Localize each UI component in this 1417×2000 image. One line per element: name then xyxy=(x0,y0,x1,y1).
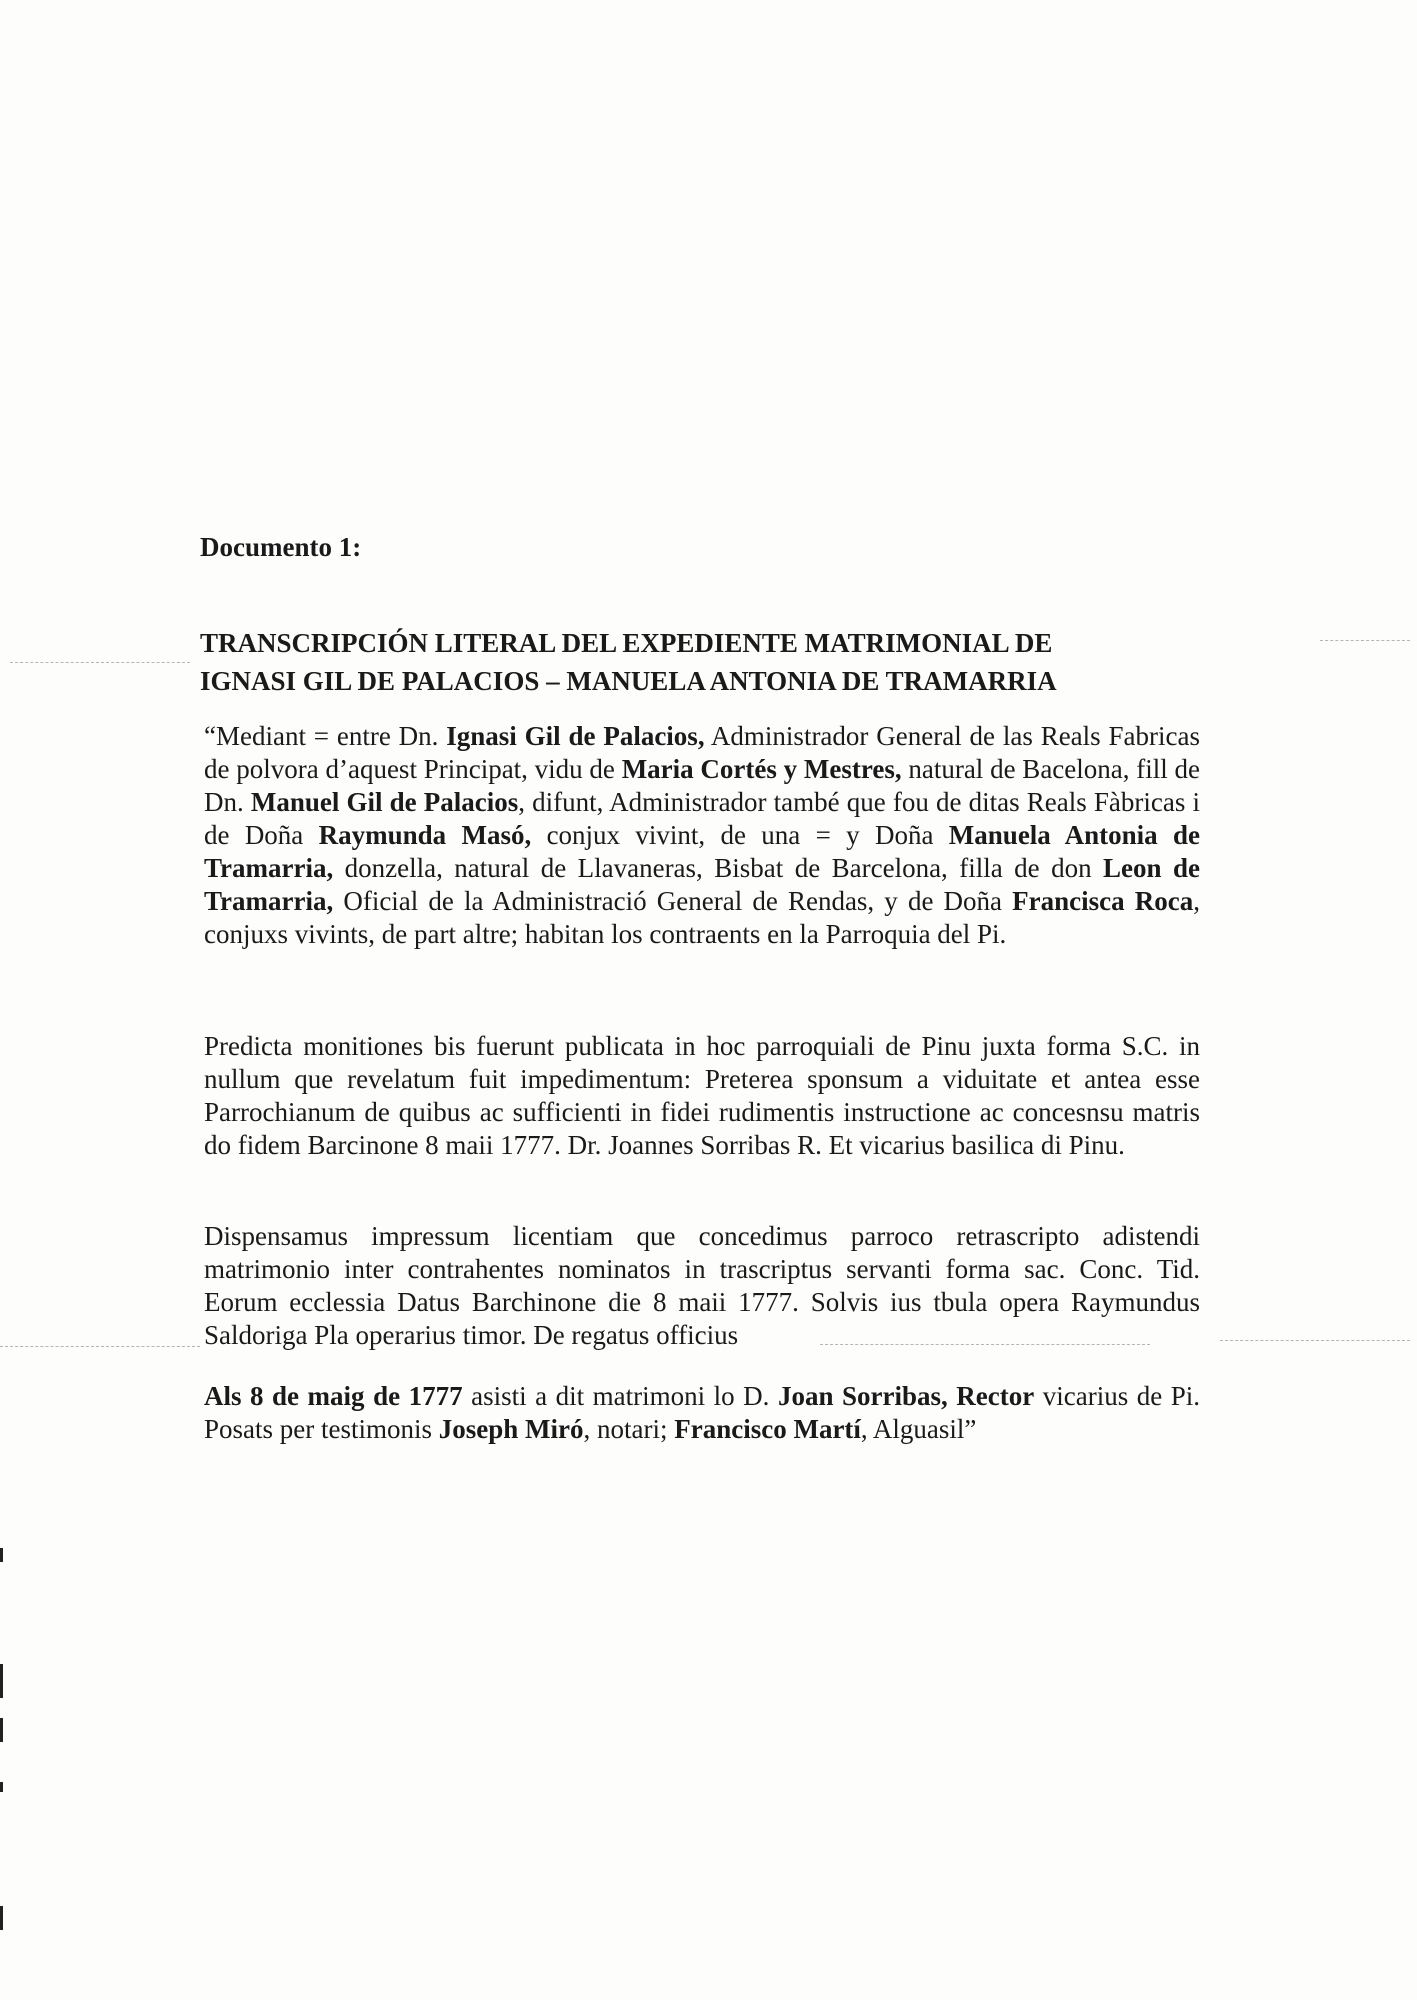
name-bride-father: Leon de Tramarria, xyxy=(204,853,1200,916)
scan-artifact-line xyxy=(1320,640,1410,641)
name-bride: Manuela Antonia de Tramarria, xyxy=(204,820,1200,883)
name-late-wife: Maria Cortés y Mestres, xyxy=(621,754,902,784)
name-witness-1: Joseph Miró xyxy=(438,1414,584,1444)
document-title-line-2: IGNASI GIL DE PALACIOS – MANUELA ANTONIA DE TRAMARRIA xyxy=(200,666,1057,696)
scan-edge-mark xyxy=(0,1782,3,1792)
scan-edge-mark xyxy=(0,1906,3,1930)
name-groom-mother: Raymunda Masó, xyxy=(318,820,532,850)
scan-artifact-line xyxy=(0,1346,200,1347)
text-run: Administrador General de las Reals Fabricas de polvora d’aquest Principat, vidu de xyxy=(204,721,1200,784)
scan-edge-mark xyxy=(0,1718,3,1742)
name-witness-2: Francisco Martí xyxy=(674,1414,861,1444)
name-groom-father: Manuel Gil de Palacios xyxy=(250,787,519,817)
document-title xyxy=(200,624,1200,700)
text-run: , notari; xyxy=(583,1414,675,1444)
scan-artifact-line xyxy=(1220,1340,1410,1341)
text-run: , difunt, Administrador també que fou de ditas Reals Fàbricas i de Doña xyxy=(204,787,1200,850)
text-run: asisti a dit matrimoni lo D. xyxy=(462,1381,778,1411)
text-run: donzella, natural de Llavaneras, Bisbat de Barcelona, filla de don xyxy=(333,853,1104,883)
document-label: Documento 1: xyxy=(200,532,362,562)
paragraph-dispensation: Dispensamus impressum licentiam que concedimus parroco retrascripto adistendi matrimonio inter contrahentes nominatos in trascriptus servanti forma sac. Conc. Tid. Eorum ecclessia Datus Barchinone die 8 maii 1777. Solvis ius tbula opera Raymundus Saldoriga Pla operarius timor. De regatus officius xyxy=(204,1221,1200,1350)
ceremony-date: Als 8 de maig de 1777 xyxy=(204,1381,463,1411)
scan-artifact-line xyxy=(10,662,190,663)
scan-edge-mark xyxy=(0,1664,3,1698)
text-run: Oficial de la Administració General de Rendas, y de Doña xyxy=(333,886,1013,916)
text-run: “Mediant = entre Dn. xyxy=(204,721,447,751)
name-groom: Ignasi Gil de Palacios, xyxy=(446,721,705,751)
text-run: natural de Bacelona, fill de Dn. xyxy=(204,754,1200,817)
paragraph-monitions: Predicta monitiones bis fuerunt publicata in hoc parroquiali de Pinu juxta forma S.C. in nullum que revelatum fuit impedimentum: Preterea sponsum a viduitate et antea esse Parrochianum de quibus ac sufficienti in fidei rudimentis instructione ac concesnsu matris do fidem Barcinone 8 maii 1777. Dr. Joannes Sorribas R. Et vicarius basilica di Pinu. xyxy=(204,1031,1200,1160)
name-rector: Joan Sorribas, Rector xyxy=(777,1381,1035,1411)
name-bride-mother: Francisca Roca xyxy=(1012,886,1194,916)
text-run: conjux vivint, de una = y Doña xyxy=(531,820,949,850)
document-title-line-1: TRANSCRIPCIÓN LITERAL DEL EXPEDIENTE MATRIMONIAL DE xyxy=(200,628,1053,658)
text-run: vicarius de Pi. Posats per testimonis xyxy=(204,1381,1200,1444)
scan-edge-mark xyxy=(0,1548,3,1562)
paragraph-ceremony xyxy=(204,1380,1200,1446)
text-run: , Alguasil” xyxy=(860,1414,977,1444)
paragraph-marriage-record xyxy=(204,720,1200,951)
text-run: , conjuxs vivints, de part altre; habitan los contraents en la Parroquia del Pi. xyxy=(204,886,1201,949)
